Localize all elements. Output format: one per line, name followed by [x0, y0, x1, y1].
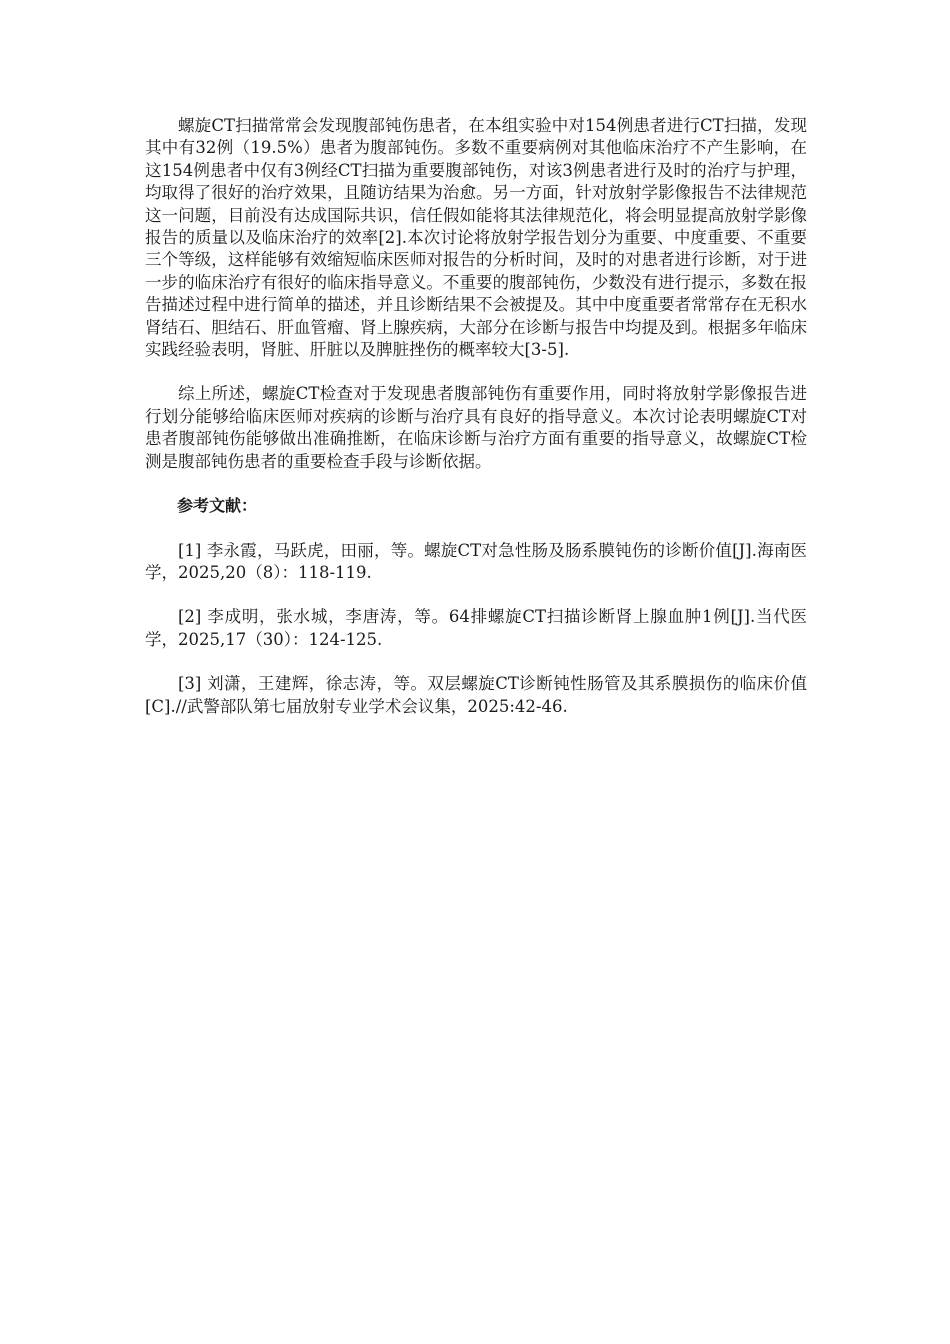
reference-item-1: [1] 李永霞，马跃虎，田丽，等。螺旋CT对急性肠及肠系膜钝伤的诊断价值[J].海南医学，2025,20（8）：118-119.	[145, 540, 807, 582]
body-paragraph-conclusion: 综上所述，螺旋CT检查对于发现患者腹部钝伤有重要作用，同时将放射学影像报告进行划分能够给临床医师对疾病的诊断与治疗具有良好的指导意义。本次讨论表明螺旋CT对患者腹部钝伤能够做出准确推断，在临床诊断与治疗方面有重要的指导意义，故螺旋CT检测是腹部钝伤患者的重要检查手段与诊断依据。	[145, 384, 807, 471]
body-paragraph-discussion: 螺旋CT扫描常常会发现腹部钝伤患者，在本组实验中对154例患者进行CT扫描，发现其中有32例（19.5%）患者为腹部钝伤。多数不重要病例对其他临床治疗不产生影响，在这154例患者中仅有3例经CT扫描为重要腹部钝伤，对该3例患者进行及时的治疗与护理，均取得了很好的治疗效果，且随访结果为治愈。另一方面，针对放射学影像报告不法律规范这一问题，目前没有达成国际共识，信任假如能将其法律规范化，将会明显提高放射学影像报告的质量以及临床治疗的效率[2].本次讨论将放射学报告划分为重要、中度重要、不重要三个等级，这样能够有效缩短临床医师对报告的分析时间，及时的对患者进行诊断，对于进一步的临床治疗有很好的临床指导意义。不重要的腹部钝伤，少数没有进行提示，多数在报告描述过程中进行简单的描述，并且诊断结果不会被提及。其中中度重要者常常存在无积水肾结石、胆结石、肝血管瘤、肾上腺疾病，大部分在诊断与报告中均提及到。根据多年临床实践经验表明，肾脏、肝脏以及脾脏挫伤的概率较大[3-5].	[145, 116, 807, 360]
reference-item-2: [2] 李成明，张水城，李唐涛，等。64排螺旋CT扫描诊断肾上腺血肿1例[J].当代医学，2025,17（30）：124-125.	[145, 607, 807, 649]
references-heading: 参考文献：	[177, 496, 258, 516]
document-body	[145, 115, 807, 718]
reference-item-3: [3] 刘潇，王建辉，徐志涛，等。双层螺旋CT诊断钝性肠管及其系膜损伤的临床价值[C].//武警部队第七届放射专业学术会议集，2025:42-46.	[145, 674, 807, 716]
